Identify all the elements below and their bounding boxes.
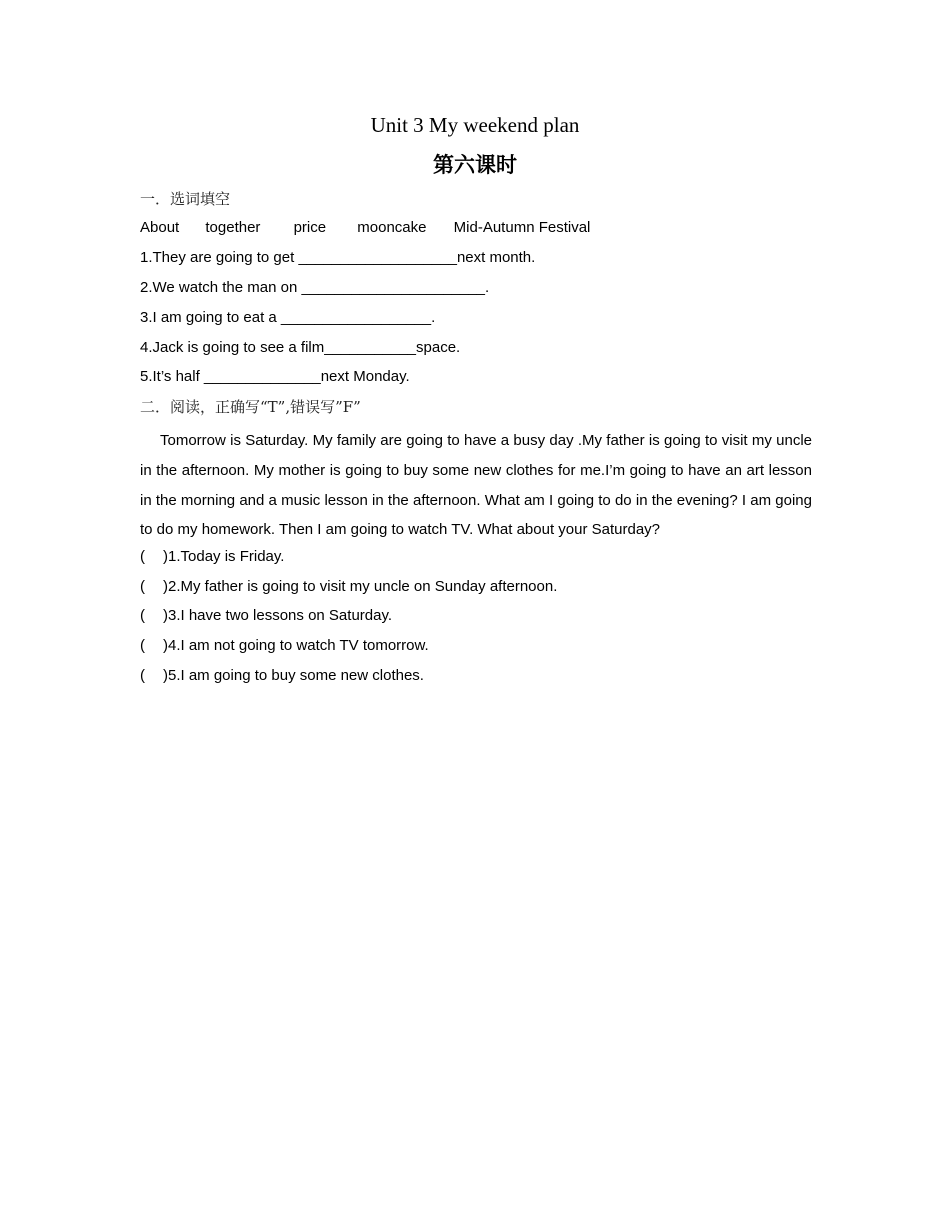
true-false-question (140, 666, 424, 686)
answer-paren: ( (140, 578, 145, 595)
word-bank-item: Mid-Autumn Festival (453, 219, 591, 236)
true-false-question (140, 606, 392, 626)
question-text: )1.Today is Friday. (163, 548, 285, 565)
lesson-subtitle: 第六课时 (433, 153, 517, 177)
fill-blank-question: 3.I am going to eat a __________________. (140, 309, 436, 326)
fill-blank-question: 4.Jack is going to see a film___________space. (140, 339, 461, 356)
section-1-heading: 一．选词填空 (140, 190, 231, 208)
fill-blank-question: 5.It’s half ______________next Monday. (140, 368, 410, 385)
page-title: Unit 3 My weekend plan (370, 113, 580, 137)
word-bank-item: together (205, 219, 261, 236)
answer-paren: ( (140, 637, 145, 654)
question-text: )5.I am going to buy some new clothes. (163, 667, 424, 684)
section-2-heading: 二．阅读，正确写“T”,错误写”F” (140, 398, 361, 416)
question-text: )4.I am not going to watch TV tomorrow. (163, 637, 429, 654)
true-false-question (140, 547, 284, 567)
answer-paren: ( (140, 607, 145, 624)
answer-paren: ( (140, 548, 145, 565)
fill-blank-question: 2.We watch the man on ______________________. (140, 279, 490, 296)
question-text: )2.My father is going to visit my uncle on Sunday afternoon. (163, 578, 558, 595)
word-bank-item: About (140, 219, 180, 236)
question-text: )3.I have two lessons on Saturday. (163, 607, 393, 624)
true-false-question (140, 577, 557, 597)
reading-passage: Tomorrow is Saturday. My family are going to have a busy day .My father is going to visit my uncle in the afternoon. My mother is going to buy some new clothes for me.I’m going to have an art lesson in the morning and a music lesson in the afternoon. What am I going to do in the evening? I am going to do my homework. Then I am going to watch TV. What about your Saturday? (140, 432, 812, 539)
word-bank-item: mooncake (357, 219, 427, 236)
true-false-question (140, 636, 429, 656)
word-bank-item: price (293, 219, 327, 236)
word-bank (140, 218, 590, 238)
answer-paren: ( (140, 667, 145, 684)
fill-blank-question: 1.They are going to get ___________________next month. (140, 249, 536, 266)
